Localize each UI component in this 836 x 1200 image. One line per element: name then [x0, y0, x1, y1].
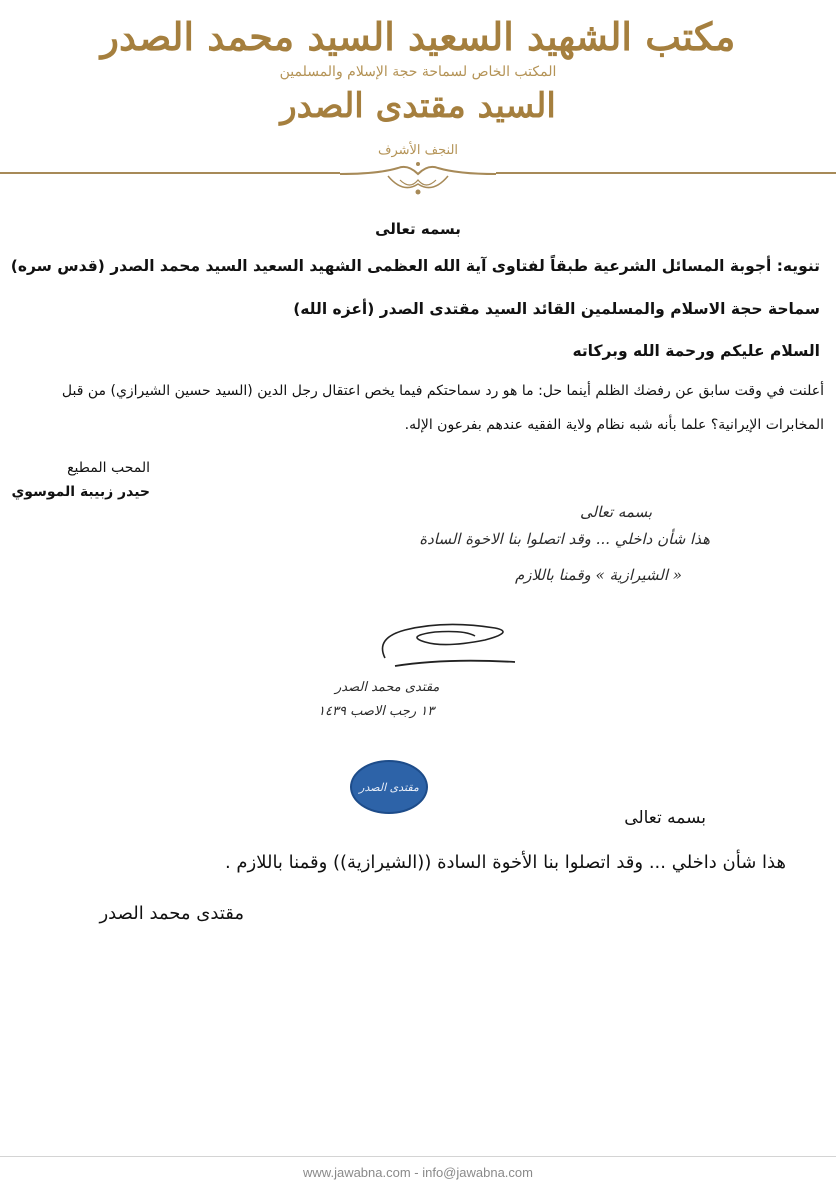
handwritten-line-2: « الشيرازية » وقمنا باللازم [515, 566, 682, 584]
office-subtitle: المكتب الخاص لسماحة حجة الإسلام والمسلمين [279, 64, 557, 80]
question-greeting: السلام عليكم ورحمة الله وبركاته [572, 342, 820, 360]
handwritten-line-1: هذا شأن داخلي ... وقد اتصلوا بنا الاخوة السادة [419, 530, 710, 548]
handwritten-date: ١٣ رجب الاصب ١٤٣٩ [318, 704, 435, 719]
question-sender: حيدر زبيبة الموسوي [11, 484, 150, 500]
header-divider-right [496, 172, 836, 174]
header-divider-left [0, 172, 340, 174]
answer-basmala: بسمه تعالى [624, 808, 706, 828]
question-basmala: بسمه تعالى [375, 220, 461, 238]
seal-text: مقتدى الصدر [359, 780, 419, 794]
ornament-icon [338, 158, 498, 198]
answer-signature: مقتدى محمد الصدر [99, 903, 244, 924]
footer-contact[interactable]: www.jawabna.com - info@jawabna.com [303, 1165, 533, 1180]
footer-divider [0, 1156, 836, 1157]
handwritten-signature-name: مقتدى محمد الصدر [335, 680, 440, 695]
office-city: النجف الأشرف [377, 143, 459, 158]
answer-text: هذا شأن داخلي ... وقد اتصلوا بنا الأخوة السادة ((الشيرازية)) وقمنا باللازم . [224, 852, 786, 873]
question-body: أعلنت في وقت سابق عن رفضك الظلم أينما حل: ما هو رد سماحتكم فيما يخص اعتقال رجل الدين (السيد حسين الشيرازي) من قبل المخابرات الإيرانية؟ علما بأنه شبه نظام ولاية الفقيه عندهم بفرعون الإله. [61, 383, 824, 433]
office-title: مكتب الشهيد السعيد السيد محمد الصدر [100, 14, 736, 59]
handwritten-basmala: بسمه تعالى [580, 503, 653, 521]
signature-scribble-icon [365, 618, 525, 678]
office-name: السيد مقتدى الصدر [280, 86, 556, 126]
question-addressee: سماحة حجة الاسلام والمسلمين القائد السيد مقتدى الصدر (أعزه الله) [293, 300, 820, 318]
question-notice: تنويه: أجوبة المسائل الشرعية طبقاً لفتاوى آية الله العظمى الشهيد السعيد السيد محمد الصدر (قدس سره) [10, 257, 820, 275]
question-closing: المحب المطيع [67, 460, 150, 476]
official-seal [350, 760, 428, 814]
